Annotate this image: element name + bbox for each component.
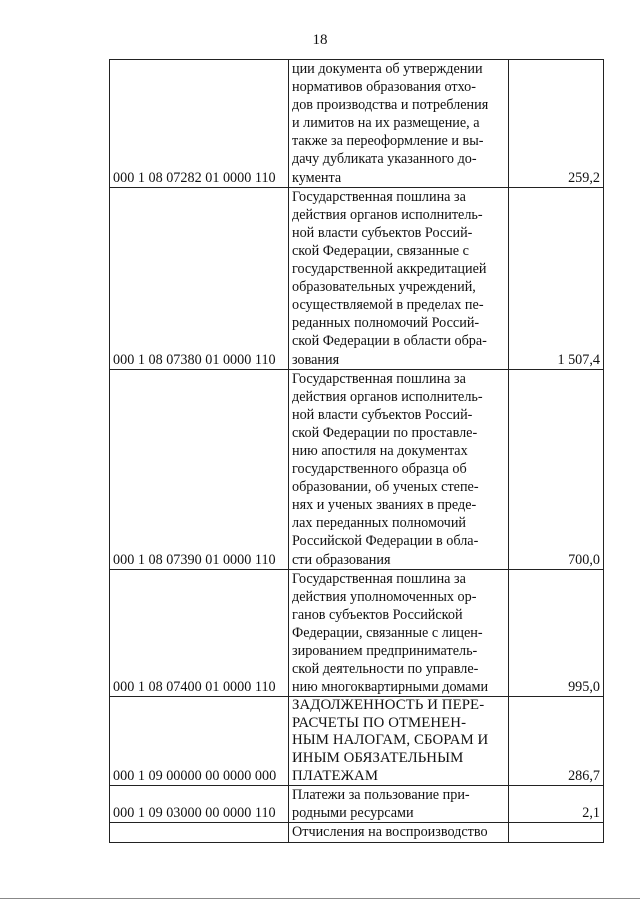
table-row	[110, 60, 604, 188]
budget-code-cell: 000 1 09 00000 00 0000 000	[110, 697, 289, 786]
revenue-name-cell: Государственная пошлина за действия уполномоченных ор- ганов субъектов Российской Федерации, связанные с лицен- зированием предприниматель- ской деятельности по управле- нию многоквартирными домами	[289, 569, 509, 697]
amount-cell: 259,2	[509, 60, 604, 188]
amount-cell: 995,0	[509, 569, 604, 697]
revenue-name-cell: Государственная пошлина за действия органов исполнитель- ной власти субъектов Россий- ской Федерации, связанные с государственной аккредитацией образовательных учреждений, осуществляемой в пределах пе- реданных полномочий Россий- ской Федерации в области обра- зования	[289, 187, 509, 369]
revenue-name-cell: ции документа об утверждении нормативов образования отхо- дов производства и потребления и лимитов на их размещение, а также за переоформление и вы- дачу дубликата указанного до- кумента	[289, 60, 509, 188]
amount-cell: 2,1	[509, 786, 604, 823]
table-row	[110, 369, 604, 569]
amount-cell: 700,0	[509, 369, 604, 569]
table-row	[110, 569, 604, 697]
revenue-name-cell: ЗАДОЛЖЕННОСТЬ И ПЕРЕ- РАСЧЕТЫ ПО ОТМЕНЕН- НЫМ НАЛОГАМ, СБОРАМ И ИНЫМ ОБЯЗАТЕЛЬНЫМ ПЛАТЕЖАМ	[289, 697, 509, 786]
budget-code-cell: 000 1 08 07390 01 0000 110	[110, 369, 289, 569]
amount-cell	[509, 823, 604, 842]
revenue-name-cell: Отчисления на воспроизводство	[289, 823, 509, 842]
page-bottom-divider	[0, 898, 640, 899]
revenue-name-cell: Государственная пошлина за действия органов исполнитель- ной власти субъектов Россий- ской Федерации по проставле- нию апостиля на документах государственного образца об образовании, об ученых степе- нях и ученых званиях в преде- лах переданных полномочий Российской Федерации в обла- сти образования	[289, 369, 509, 569]
table-row	[110, 187, 604, 369]
page-number: 18	[312, 32, 328, 48]
budget-code-cell	[110, 823, 289, 842]
amount-cell: 286,7	[509, 697, 604, 786]
amount-cell: 1 507,4	[509, 187, 604, 369]
budget-revenue-table	[109, 59, 604, 843]
table-row	[110, 786, 604, 823]
table-row	[110, 697, 604, 786]
revenue-name-cell: Платежи за пользование при- родными ресурсами	[289, 786, 509, 823]
budget-code-cell: 000 1 08 07400 01 0000 110	[110, 569, 289, 697]
table-row	[110, 823, 604, 842]
budget-code-cell: 000 1 08 07380 01 0000 110	[110, 187, 289, 369]
budget-code-cell: 000 1 08 07282 01 0000 110	[110, 60, 289, 188]
budget-code-cell: 000 1 09 03000 00 0000 110	[110, 786, 289, 823]
